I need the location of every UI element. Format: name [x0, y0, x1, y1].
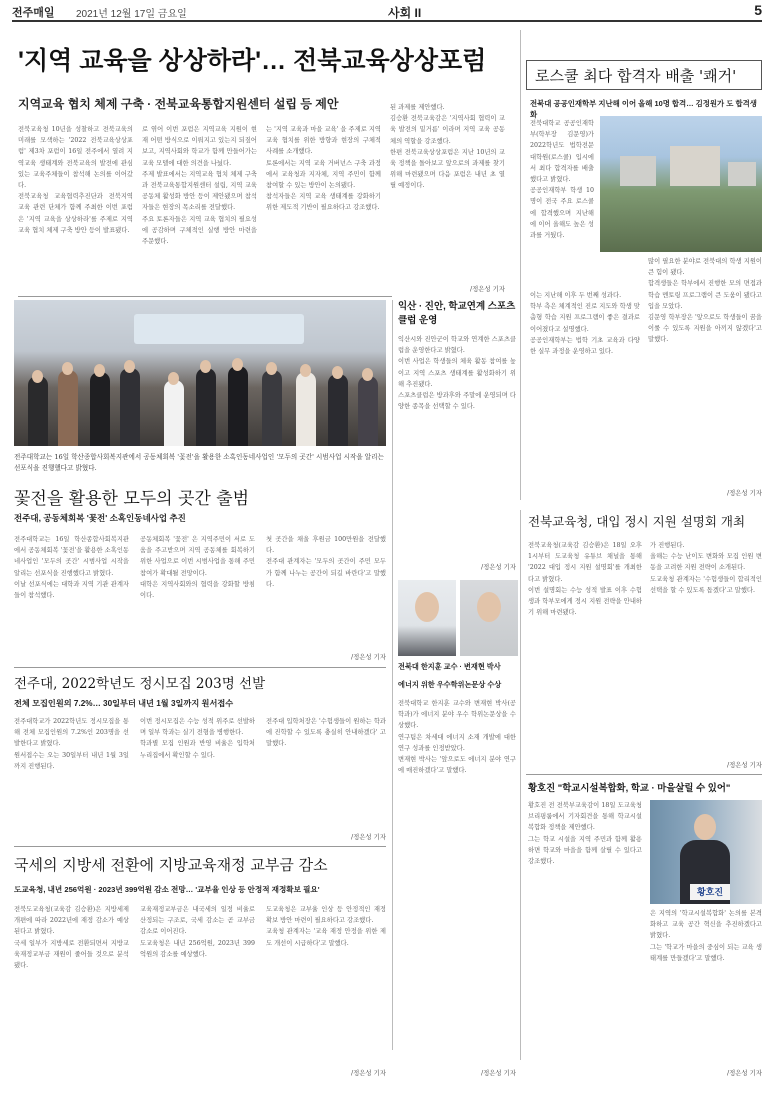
story6-text: 익산시와 진안군이 학교와 연계한 스포츠클럽을 운영한다고 밝혔다. 이번 사업은 학생들의 체육 활동 참여를 높이고 지역 스포츠 생태계를 활성화하기 위해 추진됐다. 스포츠클럽은 방과후와 주말에 운영되며 다양한 종목을 선택할 수 있다. [398, 336, 516, 411]
story2-col3: 많이 필요한 분야로 전북대의 학생 지원이 큰 힘이 됐다. 합격생들은 학부에서 진행한 모의 면접과 학습 멘토링 프로그램이 큰 도움이 됐다고 입을 모았다. 김문영 학부장은 '앞으로도 학생들이 꿈을 이룰 수 있도록 지원을 아끼지 않겠다'고 말했다. [648, 258, 762, 344]
page-number: 5 [754, 2, 762, 18]
story9-byline: /정은성 기자 [726, 1069, 762, 1077]
portrait-photo-2 [460, 580, 518, 656]
story5-byline: /정은성 기자 [350, 1069, 386, 1077]
person [58, 370, 78, 446]
story1-col3: 는 '지역 교육과 마을 교육' 을 주제로 지역교육 협치를 위한 방향과 현장의 구체적 사례를 소개했다. 토론에서는 지역 교육 거버넌스 구축 과정에서 교육청과 지자체, 지역 주민이 함께 참여할 수 있는 방안이 논의됐다. 참석자들은 지역 교육 생태계를 강화하기 위한 제도적 기반이 필요하다고 강조했다. [266, 126, 381, 212]
rule-1 [18, 296, 392, 297]
story3-col3: 첫 곳간을 채울 후원금 100만원을 전달했다. 전주대 관계자는 '모두의 곳간이 주민 모두가 함께 나누는 공간이 되길 바란다'고 말했다. [266, 536, 386, 588]
column-divider [520, 510, 521, 1060]
story2-headline: 로스쿨 최다 합격자 배출 '쾌거' [535, 67, 737, 85]
person [262, 370, 282, 446]
story1-col1: 전북교육청 10년을 성찰하고 전북교육의 미래를 모색하는 '2022 전북교육상상포럼' 제3차 포럼이 16일 전주에서 열려 지역교육 생태계와 전북교육의 발전에 관심 있는 교육주체들이 참석해 논의를 이어갔다. 전북교육청 교육협력추진단과 전북지역 교육 관련 단체가 함께 주최한 이번 포럼은 '지역 교육을 상상하라'를 주제로 지역 교육 협치 체제 구축 방안 등이 발표됐다. [18, 126, 133, 234]
story3-col2: 공동체회복 '꽃전' 은 지역주민이 서로 도움을 주고받으며 지역 공동체를 회복하기 위한 사업으로 이번 시범사업을 통해 주민 참여가 확대될 전망이다. 대학은 지역사회와의 협력을 강화할 방침이다. [140, 536, 255, 600]
story2-headline-box [526, 60, 762, 90]
person-head [124, 360, 135, 373]
speaker-photo [650, 800, 762, 904]
rule-3 [14, 846, 386, 847]
rule-4 [526, 774, 762, 775]
portrait-face [477, 592, 501, 622]
person [228, 366, 248, 446]
top-rule [12, 20, 762, 22]
person-head [232, 358, 243, 371]
story4-col2: 이번 정시모집은 수능 성적 위주로 선발하며 일부 학과는 실기 전형을 병행한다. 학과별 모집 인원과 반영 비율은 입학처 누리집에서 확인할 수 있다. [140, 718, 255, 759]
story3-subhead: 전주대, 공동체회복 '꽃전' 소혹인동네사업 추진 [14, 513, 186, 523]
story4-col3: 전주대 입학처장은 '수험생들이 원하는 학과에 진학할 수 있도록 충실히 안내하겠다' 고 말했다. [266, 718, 386, 748]
campus-building [620, 156, 656, 186]
portrait-photo-1 [398, 580, 456, 656]
masthead [12, 4, 762, 20]
person-head [300, 364, 311, 377]
person [358, 376, 378, 446]
story9-text: 황호진 전 전북부교육감이 18일 도교육청 브리핑룸에서 기자회견을 통해 학교시설복합화 정책을 제안했다. 그는 학교 시설을 지역 주민과 함께 활용하면 학교와 마을을 함께 살릴 수 있다고 강조했다. [528, 802, 642, 866]
story8-col2: 가 진행된다. 올해는 수능 난이도 변화와 모집 인원 변동을 고려한 지원 전략이 소개된다. 도교육청 관계자는 '수험생들이 합리적인 선택을 할 수 있도록 돕겠다'고 말했다. [650, 542, 762, 594]
person-head [200, 360, 211, 373]
story2-subhead: 전북대 공공인재학부 지난해 이어 올해 10명 합격… 김정원가 도 합격생 화 [530, 99, 757, 119]
person-head [94, 364, 105, 377]
story7-headline: 에너지 위한 우수학위논문상 수상 [398, 680, 502, 689]
story9-col2: 은 지역의 '학교시설복합화' 논의를 본격화하고 교육 공간 혁신을 추진하겠다고 밝혔다. 그는 '학교가 마을의 중심이 되는 교육 생태계를 만들겠다'고 말했다. [650, 910, 762, 962]
story1-headline: '지역 교육을 상상하라'… 전북교육상상포럼 [18, 47, 487, 75]
campus-building [728, 162, 756, 186]
story8-byline: /정은성 기자 [726, 761, 762, 769]
event-photo-caption: 전주대학교는 16일 학산종합사회복지관에서 공동체회복 '꽃전'을 활용한 소혹인동네사업인 '모두의 곳간' 시범사업 시작을 알리는 선포식을 진행했다고 밝혔다. [14, 453, 384, 472]
person [90, 372, 110, 446]
person [296, 372, 316, 446]
story3-col1: 전주대학교는 16일 학산종합사회복지관에서 공동체회복 '꽃전'을 활용한 소혹인동네사업인 '모두의 곳간' 시범사업 시작을 알리는 선포식을 진행했다고 밝혔다. 이날 선포식에는 대학과 지역 기관 관계자들이 참석했다. [14, 536, 129, 600]
event-photo [14, 300, 386, 446]
section-title: 사회 II [388, 6, 422, 20]
person-head [332, 366, 343, 379]
speaker-face [694, 814, 716, 840]
story2-col1: 전북대학교 공공인재학부(학부장 김문영)가 2022학년도 법학전문대학원(로스쿨) 입시에서 최다 합격자를 배출했다고 밝혔다. 공공인재학부 학생 10명이 전국 주요 로스쿨에 합격했으며 지난해에 이어 올해도 높은 성과를 거뒀다. [530, 120, 594, 240]
person-head [32, 370, 43, 383]
story5-col1: 전북도교육청(교육감 김승환)은 지방세제 개편에 따라 2022년에 재정 감소가 예상된다고 밝혔다. 국세 일부가 지방세로 전환되면서 지방교육재정교부금 재원이 줄어들 것으로 분석됐다. [14, 906, 129, 970]
paper-name: 전주매일 [12, 7, 55, 19]
story3-headline: 꽃전을 활용한 모두의 곳간 출범 [14, 489, 250, 509]
rule-2 [14, 667, 386, 668]
story4-headline: 전주대, 2022학년도 정시모집 203명 선발 [14, 676, 266, 692]
story7-text: 전북대학교 한지훈 교수와 변재현 박사(공학과)가 에너지 분야 우수 학위논문상을 수상했다. 연구팀은 차세대 에너지 소재 개발에 대한 연구 성과를 인정받았다. 변재현 박사는 '앞으로도 에너지 분야 연구에 매진하겠다'고 말했다. [398, 700, 516, 775]
portrait-face [415, 592, 439, 622]
story6-byline: /정은성 기자 [480, 563, 516, 571]
person [28, 376, 48, 446]
story6-headline: 익산 · 진안, 학교연계 스포츠클럽 운영 [398, 301, 516, 326]
person [328, 374, 348, 446]
column-divider [392, 300, 393, 1050]
story1-subhead: 지역교육 협치 체제 구축 · 전북교육통합지원센터 설립 등 제안 [18, 97, 339, 111]
story5-headline: 국세의 지방세 전환에 지방교육재정 교부금 감소 [14, 856, 328, 874]
person [164, 380, 184, 446]
story8-col1: 전북교육청(교육감 김승환)은 18일 오후 1시부터 도교육청 유튜브 채널을 통해 '2022 대입 정시 지원 설명회'를 개최한다고 밝혔다. 이번 설명회는 수능 성적 발표 이후 수험생과 학부모에게 정시 지원 전략을 안내하기 위해 마련됐다. [528, 542, 642, 617]
story2-col2: 이는 지난해 이후 두 번째 성과다. 학부 측은 체계적인 진로 지도와 학생 맞춤형 학습 지원 프로그램이 좋은 결과로 이어졌다고 설명했다. 공공인재학부는 법학 기초 교육과 다양한 실무 과정을 운영하고 있다. [530, 292, 640, 356]
story1-byline: /정은성 기자 [469, 285, 505, 293]
person-head [266, 362, 277, 375]
story5-subhead: 도교육청, 내년 256억원 · 2023년 399억원 감소 전망… '교부율 인상 등 안정적 재정확보 필요' [14, 885, 320, 894]
story8-headline: 전북교육청, 대입 정시 지원 설명회 개최 [528, 514, 746, 529]
story5-col2: 교육재정교부금은 내국세의 일정 비율로 산정되는 구조로, 국세 감소는 곧 교부금 감소로 이어진다. 도교육청은 내년 256억원, 2023년 399억원의 감소를 예상했다. [140, 906, 255, 958]
story5-col3: 도교육청은 교부율 인상 등 안정적인 재정 확보 방안 마련이 필요하다고 강조했다. 교육청 관계자는 '교육 재정 안정을 위한 제도 개선이 시급하다'고 말했다. [266, 906, 386, 947]
story3-byline: /정은성 기자 [350, 653, 386, 661]
campus-building [670, 146, 720, 186]
person-head [362, 368, 373, 381]
person-head [168, 372, 179, 385]
story7-byline: /정은성 기자 [480, 1069, 516, 1077]
story4-subhead: 전체 모집인원의 7.2%… 30일부터 내년 1월 3일까지 원서접수 [14, 699, 234, 708]
person [196, 368, 216, 446]
column-divider [520, 30, 521, 500]
story1-col4: 된 과제를 제안했다. 김승환 전북교육감은 '지역사회 협력이 교육 발전의 밑거름' 이라며 지역 교육 공동체의 역할을 강조했다. 한편 전북교육상상포럼은 지난 10년의 교육 정책을 돌아보고 앞으로의 과제를 찾기 위해 마련됐으며 다음 포럼은 내년 초 열릴 예정이다. [390, 104, 505, 190]
event-banner [134, 314, 304, 344]
story1-col2: 로 엮어 이번 포럼은 지역교육 지원이 현재 어떤 방식으로 이뤄지고 있는지 되짚어 보고, 지역사회와 학교가 함께 만들어가는 교육 모델에 대한 의견을 나눴다. 주제 발표에서는 지역교육 협치 체제 구축과 전북교육통합지원센터 설립, 지역 교육 공동체 활성화 방안 등이 제안됐으며 참석자들은 현장의 목소리를 전달했다. 주요 토론자들은 지역 교육 협치의 필요성에 공감하며 구체적인 실행 방안 마련을 주문했다. [142, 126, 257, 246]
person-head [62, 362, 73, 375]
story2-byline: /정은성 기자 [726, 489, 762, 497]
story4-byline: /정은성 기자 [350, 833, 386, 841]
speaker-name-placard: 황호진 [690, 884, 730, 900]
story4-col1: 전주대학교가 2022학년도 정시모집을 통해 전체 모집인원의 7.2%인 203명을 선발한다고 밝혔다. 원서접수는 오는 30일부터 내년 1월 3일까지 진행된다. [14, 718, 129, 770]
story9-headline: 황호진 "학교시설복합화, 학교 · 마을살릴 수 있어" [528, 782, 731, 793]
person [120, 368, 140, 446]
story7-photo-caption: 전북대 한지훈 교수 · 변재현 박사 [398, 662, 501, 671]
issue-date: 2021년 12월 17일 금요일 [76, 9, 187, 20]
campus-photo [600, 116, 762, 252]
